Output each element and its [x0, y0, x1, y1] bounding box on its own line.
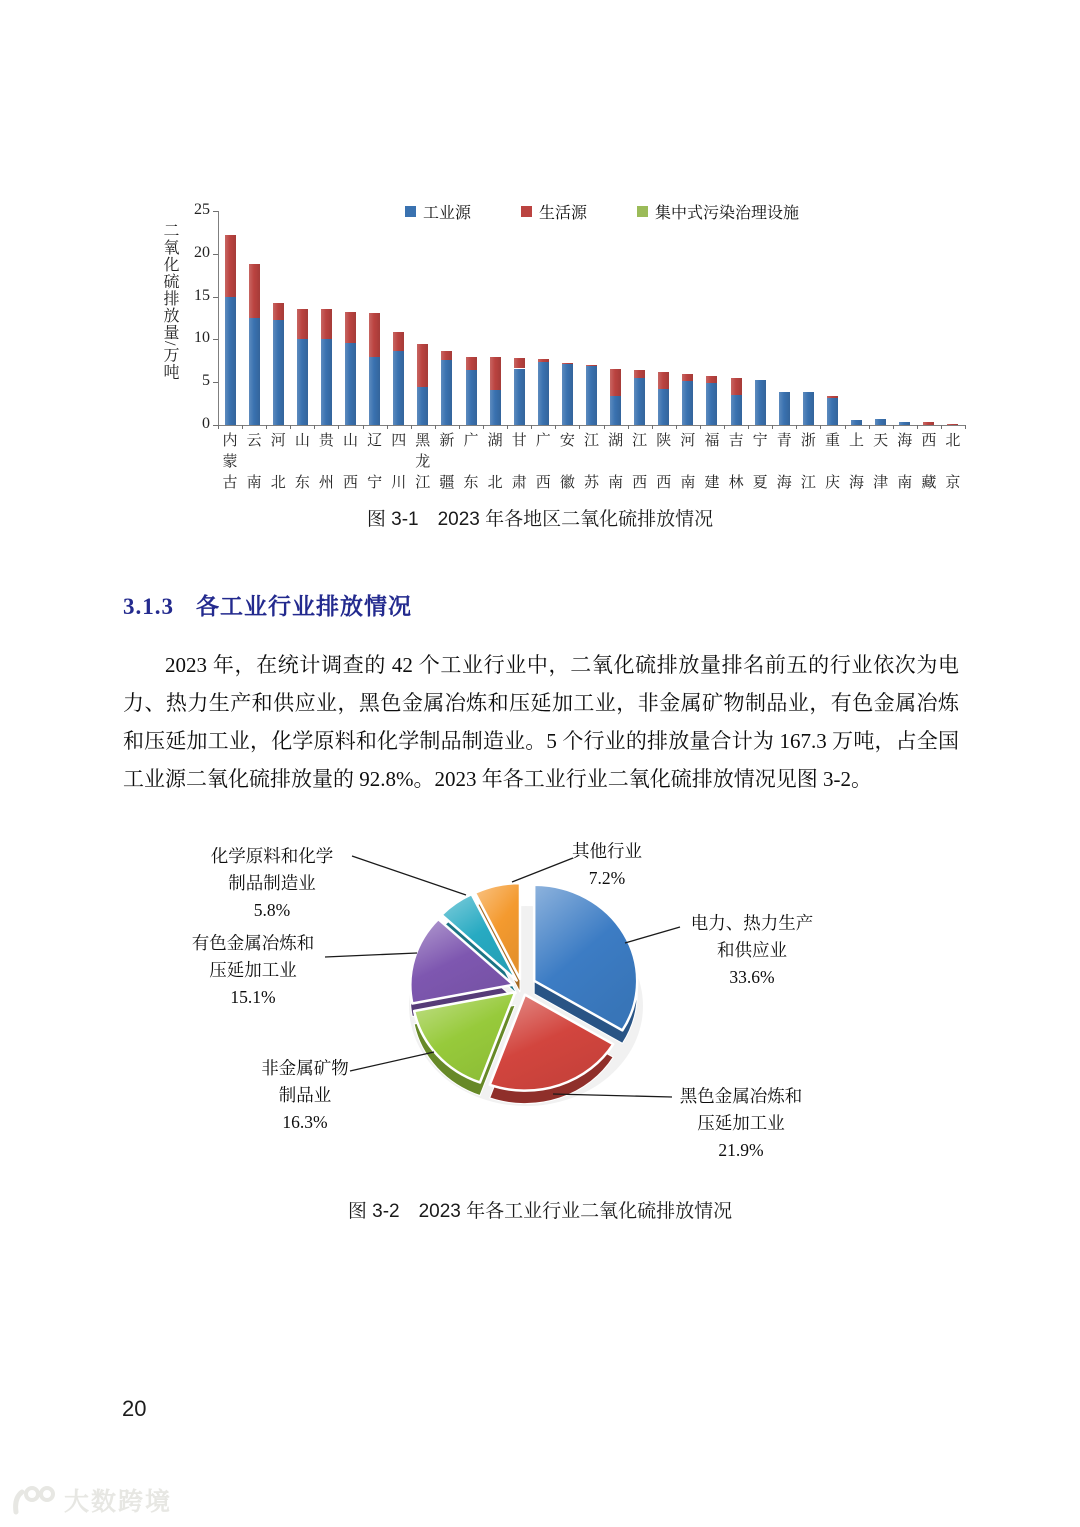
- x-category-label: 江 苏: [583, 433, 599, 491]
- x-tick-mark: [483, 425, 484, 429]
- x-category-label: 上 海: [849, 433, 865, 491]
- x-tick-mark: [917, 425, 918, 429]
- x-category-label: 云 南: [246, 433, 262, 491]
- pie-leader-line: [512, 858, 573, 882]
- bar-segment: [562, 364, 573, 425]
- x-category-label: 浙 江: [800, 433, 816, 491]
- x-tick-mark: [363, 425, 364, 429]
- pie-slice-label: 其他行业 7.2%: [572, 838, 642, 892]
- bar-segment: [634, 370, 645, 378]
- x-category-label: 广 东: [463, 433, 479, 491]
- bar-segment: [779, 392, 790, 425]
- figure-3-2-caption: 图 3-2 2023 年各工业行业二氧化硫排放情况: [347, 1201, 733, 1222]
- bar-segment: [851, 420, 862, 425]
- bar-segment: [586, 366, 597, 425]
- pie-leader-line: [625, 927, 680, 943]
- bar-segment: [586, 365, 597, 366]
- bar-segment: [899, 422, 910, 425]
- section-heading: [123, 588, 412, 621]
- x-tick-mark: [507, 425, 508, 429]
- x-tick-mark: [579, 425, 580, 429]
- bar-segment: [827, 398, 838, 425]
- x-tick-mark: [796, 425, 797, 429]
- x-tick-mark: [893, 425, 894, 429]
- figure-3-1-bar-chart: [0, 0, 1080, 540]
- x-tick-mark: [869, 425, 870, 429]
- bar-segment: [369, 313, 380, 358]
- x-tick-mark: [772, 425, 773, 429]
- y-tick-mark: [213, 382, 218, 383]
- x-category-label: 吉 林: [728, 433, 744, 491]
- bar-segment: [466, 357, 477, 371]
- y-tick-mark: [213, 339, 218, 340]
- bar-segment: [562, 363, 573, 365]
- pie-slice-label: 电力、热力生产 和供应业 33.6%: [691, 910, 814, 991]
- y-tick-label: 20: [194, 243, 210, 261]
- x-tick-mark: [290, 425, 291, 429]
- legend-swatch-icon: [521, 206, 532, 217]
- bar-segment: [297, 339, 308, 425]
- bar-segment: [923, 422, 934, 424]
- x-category-label: 甘 肃: [511, 433, 527, 491]
- bar-segment: [755, 380, 766, 425]
- pie-leader-line: [350, 1052, 434, 1071]
- legend-label: 生活源: [539, 205, 588, 222]
- pie-slice-percentage: 15.1%: [230, 987, 276, 1007]
- legend-swatch-icon: [637, 206, 648, 217]
- x-tick-mark: [820, 425, 821, 429]
- bar-segment: [514, 358, 525, 368]
- page-number: 20: [122, 1396, 147, 1421]
- bar-chart-x-axis-line: [218, 425, 965, 426]
- x-category-label: 青 海: [776, 433, 792, 491]
- pie-slice-percentage: 33.6%: [729, 967, 775, 987]
- bar-segment: [417, 387, 428, 425]
- bar-segment: [706, 383, 717, 425]
- bar-segment: [538, 359, 549, 362]
- x-category-label: 山 东: [294, 433, 310, 491]
- bar-segment: [273, 320, 284, 425]
- x-category-label: 海 南: [897, 433, 913, 491]
- y-tick-label: 15: [194, 286, 210, 304]
- bar-segment: [393, 351, 404, 425]
- pie-chart-canvas: [0, 830, 1080, 1200]
- x-category-label: 新 疆: [439, 433, 455, 491]
- x-category-label: 天 津: [873, 433, 889, 491]
- legend-label: 集中式污染治理设施: [655, 205, 800, 222]
- x-category-label: 北 京: [945, 433, 961, 491]
- pie-leader-line: [325, 953, 417, 957]
- x-tick-mark: [941, 425, 942, 429]
- bar-segment: [297, 309, 308, 339]
- bar-segment: [658, 389, 669, 425]
- pie-slice-label: 非金属矿物 制品业 16.3%: [261, 1055, 349, 1136]
- bar-segment: [345, 343, 356, 425]
- x-tick-mark: [555, 425, 556, 429]
- x-category-label: 宁 夏: [752, 433, 768, 491]
- x-tick-mark: [314, 425, 315, 429]
- x-tick-mark: [628, 425, 629, 429]
- x-category-label: 贵 州: [318, 433, 334, 491]
- x-tick-mark: [266, 425, 267, 429]
- y-tick-mark: [213, 211, 218, 212]
- y-tick-label: 0: [202, 415, 210, 432]
- x-tick-mark: [218, 425, 219, 429]
- bar-segment: [249, 264, 260, 318]
- bar-segment: [393, 332, 404, 351]
- x-tick-mark: [700, 425, 701, 429]
- x-tick-mark: [604, 425, 605, 429]
- bar-segment: [369, 357, 380, 425]
- pie-slice-label: 化学原料和化学 制品制造业 5.8%: [211, 843, 334, 924]
- bar-segment: [803, 392, 814, 425]
- x-category-label: 广 西: [535, 433, 551, 491]
- x-category-label: 湖 南: [608, 433, 624, 491]
- x-tick-mark: [676, 425, 677, 429]
- pie-slice-percentage: 21.9%: [718, 1140, 764, 1160]
- bar-segment: [466, 370, 477, 425]
- x-category-label: 福 建: [704, 433, 720, 491]
- bar-chart-y-axis-line: [218, 211, 219, 426]
- section-title: 各工业行业排放情况: [196, 593, 412, 619]
- x-category-label: 河 北: [270, 433, 286, 491]
- bar-segment: [514, 369, 525, 425]
- bar-segment: [273, 303, 284, 320]
- x-tick-mark: [387, 425, 388, 429]
- bar-segment: [417, 344, 428, 388]
- y-tick-mark: [213, 297, 218, 298]
- x-tick-mark: [531, 425, 532, 429]
- pie-slice-percentage: 16.3%: [282, 1112, 328, 1132]
- x-category-label: 山 西: [343, 433, 359, 491]
- x-category-label: 重 庆: [824, 433, 840, 491]
- x-tick-mark: [845, 425, 846, 429]
- y-tick-label: 25: [194, 201, 210, 218]
- bar-segment: [345, 312, 356, 343]
- bar-segment: [490, 390, 501, 425]
- bar-segment: [682, 381, 693, 425]
- x-tick-mark: [242, 425, 243, 429]
- bar-segment: [947, 424, 958, 425]
- watermark-logo: [12, 1482, 56, 1518]
- legend-label: 工业源: [423, 205, 472, 222]
- x-category-label: 西 藏: [921, 433, 937, 491]
- bar-chart-y-axis-title: 二氧化硫排放量/万吨: [161, 222, 178, 381]
- x-tick-mark: [411, 425, 412, 429]
- x-category-label: 四 川: [391, 433, 407, 491]
- bar-segment: [321, 309, 332, 338]
- section-number: 3.1.3: [123, 594, 174, 619]
- x-category-label: 陕 西: [656, 433, 672, 491]
- watermark: [12, 1482, 172, 1518]
- legend-item: [637, 200, 799, 223]
- bar-segment: [682, 374, 693, 381]
- y-tick-label: 10: [194, 329, 210, 347]
- x-tick-mark: [459, 425, 460, 429]
- watermark-text: 大数跨境: [64, 1488, 173, 1516]
- legend-item: [521, 200, 587, 223]
- x-category-label: 安 徽: [559, 433, 575, 491]
- bar-segment: [610, 396, 621, 425]
- x-tick-mark: [435, 425, 436, 429]
- pie-slice-percentage: 5.8%: [253, 900, 291, 920]
- figure-3-2-pie-chart: [0, 830, 1080, 1200]
- body-paragraph: 2023 年，在统计调查的 42 个工业行业中，二氧化硫排放量排名前五的行业依次为电力、热力生产和供应业，黑色金属冶炼和压延加工业，非金属矿物制品业，有色金属冶炼和压延加工业，化学原料和化学制品制造业。5 个行业的排放量合计为 167.3 万吨，占全国工业源二氧化硫排放量的 92.8%。2023 年各工业行业二氧化硫排放情况见图 3-2。: [123, 653, 959, 791]
- x-category-label: 江 西: [632, 433, 648, 491]
- bar-segment: [249, 318, 260, 425]
- legend-item: [405, 200, 471, 223]
- bar-segment: [634, 378, 645, 425]
- x-category-label: 湖 北: [487, 433, 503, 491]
- pie-leader-line: [352, 856, 466, 895]
- bar-segment: [225, 235, 236, 297]
- x-category-label: 河 南: [680, 433, 696, 491]
- pie-slice-percentage: 7.2%: [588, 868, 626, 888]
- bar-segment: [731, 378, 742, 395]
- pie-slice-label: 有色金属冶炼和 压延加工业 15.1%: [192, 930, 315, 1011]
- bar-segment: [658, 372, 669, 389]
- x-category-label: 内 蒙 古: [222, 433, 238, 491]
- bar-segment: [225, 297, 236, 425]
- x-category-label: 黑 龙 江: [415, 433, 431, 491]
- bar-chart-legend: [405, 200, 799, 223]
- bar-segment: [441, 351, 452, 360]
- bar-segment: [875, 419, 886, 420]
- bar-segment: [490, 357, 501, 390]
- x-tick-mark: [965, 425, 966, 429]
- bar-segment: [441, 360, 452, 425]
- x-tick-mark: [338, 425, 339, 429]
- y-tick-mark: [213, 254, 218, 255]
- x-category-label: 辽 宁: [367, 433, 383, 491]
- bar-segment: [875, 419, 886, 425]
- bar-segment: [706, 376, 717, 383]
- pie-slice-label: 黑色金属冶炼和 压延加工业 21.9%: [680, 1083, 803, 1164]
- bar-segment: [321, 339, 332, 425]
- bar-segment: [610, 369, 621, 396]
- bar-segment: [731, 395, 742, 425]
- legend-swatch-icon: [405, 206, 416, 217]
- x-tick-mark: [652, 425, 653, 429]
- x-tick-mark: [748, 425, 749, 429]
- bar-segment: [538, 362, 549, 425]
- x-tick-mark: [724, 425, 725, 429]
- figure-3-1-caption: 图 3-1 2023 年各地区二氧化硫排放情况: [366, 509, 714, 530]
- bar-segment: [827, 396, 838, 399]
- y-tick-label: 5: [202, 372, 210, 390]
